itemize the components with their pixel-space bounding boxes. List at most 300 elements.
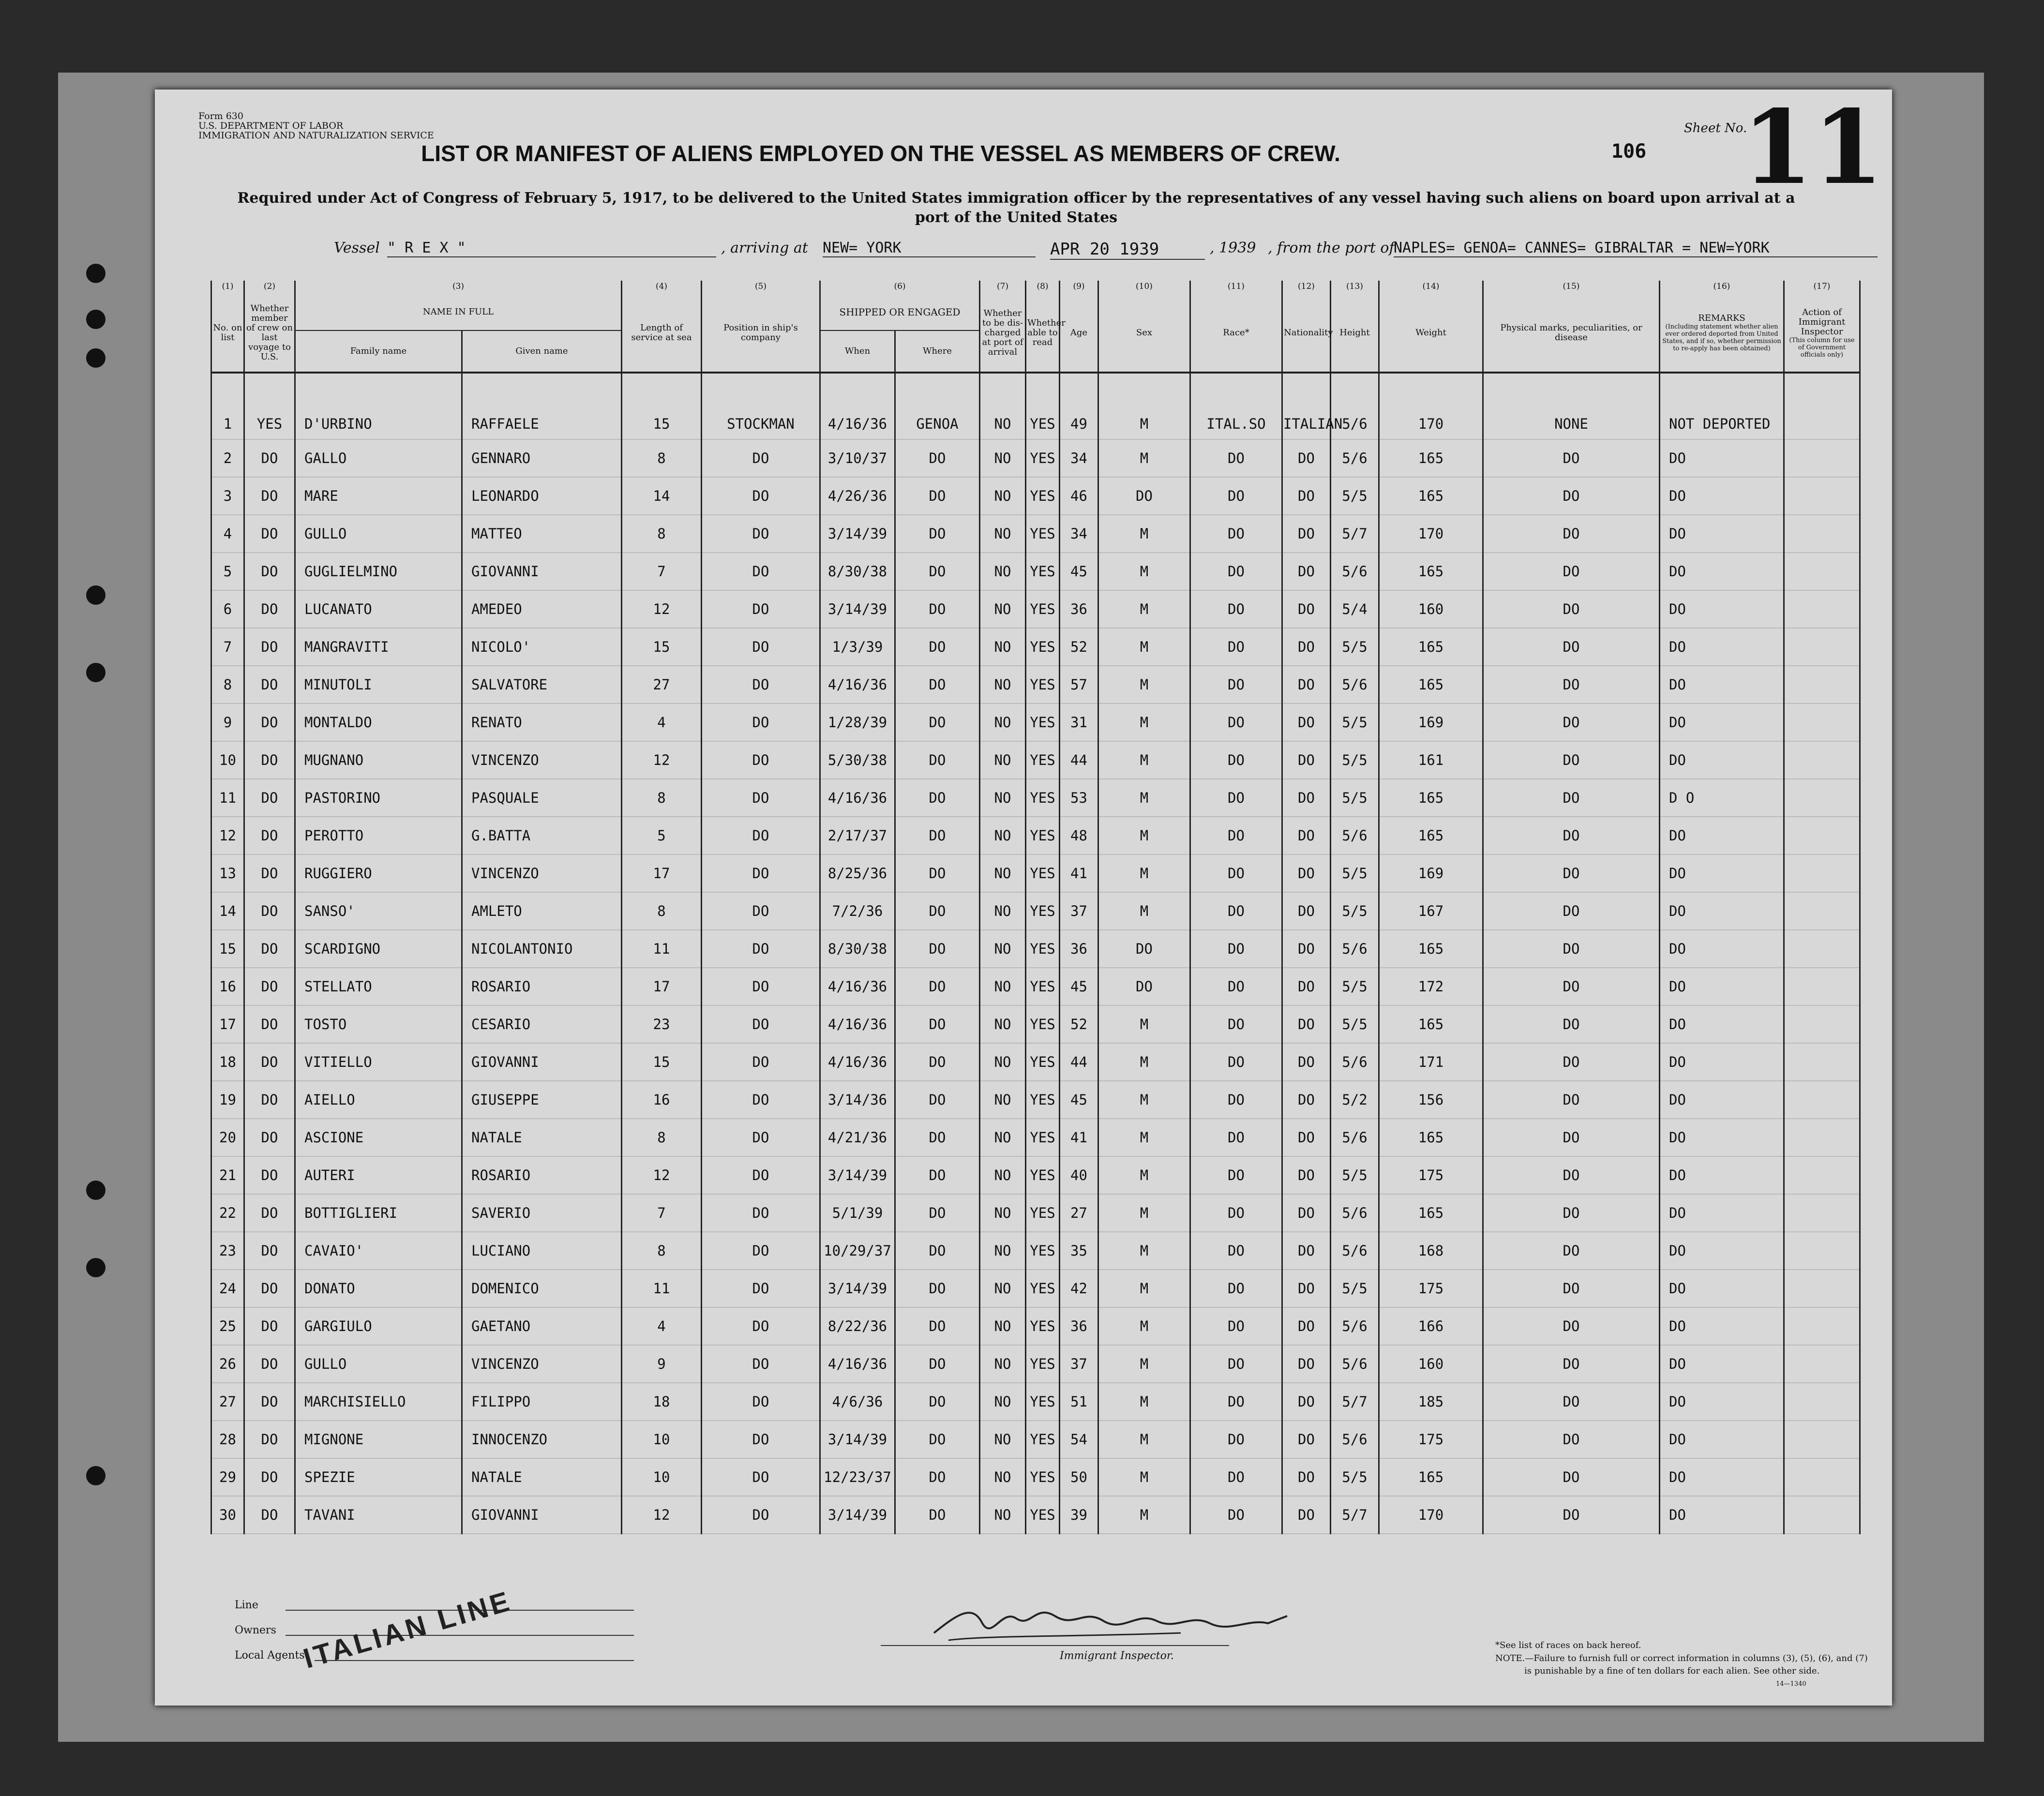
race-cell: DO [1190, 1043, 1282, 1081]
table-row [211, 515, 1860, 553]
sex-cell: M [1098, 1232, 1190, 1270]
read-cell: YES [1026, 666, 1060, 703]
height-cell: 5/2 [1331, 1081, 1379, 1119]
weight-cell: 165 [1379, 477, 1483, 515]
position-cell: DO [702, 1345, 820, 1383]
given-name: DOMENICO [462, 1270, 622, 1307]
family-name: PEROTTO [295, 817, 462, 854]
action-cell [1784, 1081, 1860, 1119]
race-cell: DO [1190, 817, 1282, 854]
age-cell: 36 [1060, 1307, 1098, 1345]
table-row [211, 1421, 1860, 1458]
position-cell: DO [702, 1383, 820, 1421]
header-given: Given name [462, 330, 622, 373]
action-cell [1784, 1496, 1860, 1534]
binder-hole [86, 1181, 105, 1200]
when-cell: 12/23/37 [820, 1458, 895, 1496]
family-name: BOTTIGLIERI [295, 1194, 462, 1232]
position-cell: DO [702, 892, 820, 930]
discharged-cell: NO [980, 477, 1026, 515]
marks-cell: DO [1483, 1119, 1660, 1156]
table-row [211, 1307, 1860, 1345]
marks-cell: DO [1483, 1081, 1660, 1119]
vessel-label: Vessel [334, 239, 380, 256]
table-row [211, 1005, 1860, 1043]
remarks-cell: DO [1660, 1345, 1784, 1383]
remarks-cell: DO [1660, 1421, 1784, 1458]
col-num: (14) [1379, 281, 1483, 294]
height-cell: 5/6 [1331, 1194, 1379, 1232]
remarks-cell: DO [1660, 1458, 1784, 1496]
length-cell: 12 [622, 590, 702, 628]
read-cell: YES [1026, 477, 1060, 515]
length-cell: 17 [622, 854, 702, 892]
sex-cell: M [1098, 590, 1190, 628]
race-cell: DO [1190, 1270, 1282, 1307]
vessel-name: " R E X " [387, 239, 716, 257]
where-cell: DO [895, 666, 980, 703]
marks-cell: DO [1483, 1383, 1660, 1421]
table-row [211, 1194, 1860, 1232]
given-name: PASQUALE [462, 779, 622, 817]
height-cell: 5/6 [1331, 553, 1379, 590]
where-cell: DO [895, 1421, 980, 1458]
given-name: MATTEO [462, 515, 622, 553]
age-cell: 34 [1060, 515, 1098, 553]
read-cell: YES [1026, 741, 1060, 779]
height-cell: 5/5 [1331, 703, 1379, 741]
family-name: MONTALDO [295, 703, 462, 741]
given-name: GIUSEPPE [462, 1081, 622, 1119]
table-row [211, 1270, 1860, 1307]
row-number: 26 [211, 1345, 244, 1383]
height-cell: 5/4 [1331, 590, 1379, 628]
row-number: 19 [211, 1081, 244, 1119]
family-name: MINUTOLI [295, 666, 462, 703]
remarks-cell: DO [1660, 1005, 1784, 1043]
when-cell: 5/30/38 [820, 741, 895, 779]
race-cell: DO [1190, 1156, 1282, 1194]
race-cell: DO [1190, 590, 1282, 628]
weight-cell: 160 [1379, 590, 1483, 628]
read-cell: YES [1026, 1383, 1060, 1421]
marks-cell: DO [1483, 741, 1660, 779]
length-cell: 11 [622, 1270, 702, 1307]
family-name: SANSO' [295, 892, 462, 930]
race-cell: DO [1190, 553, 1282, 590]
col-num: (5) [702, 281, 820, 294]
row-number: 10 [211, 741, 244, 779]
discharged-cell: NO [980, 666, 1026, 703]
row-number: 9 [211, 703, 244, 741]
age-cell: 45 [1060, 1081, 1098, 1119]
position-cell: DO [702, 779, 820, 817]
age-cell: 27 [1060, 1194, 1098, 1232]
sex-cell: M [1098, 1307, 1190, 1345]
position-cell: DO [702, 741, 820, 779]
position-cell: DO [702, 854, 820, 892]
age-cell: 45 [1060, 968, 1098, 1005]
nationality-cell: DO [1282, 590, 1331, 628]
when-cell: 3/14/39 [820, 1496, 895, 1534]
nationality-cell: DO [1282, 1270, 1331, 1307]
col-num: (11) [1190, 281, 1282, 294]
age-cell: 46 [1060, 477, 1098, 515]
discharged-cell: NO [980, 1194, 1026, 1232]
header-race: Race* [1190, 294, 1282, 373]
position-cell: DO [702, 553, 820, 590]
sex-cell: M [1098, 1119, 1190, 1156]
marks-cell: DO [1483, 1345, 1660, 1383]
where-cell: DO [895, 892, 980, 930]
col-num: (3) [295, 281, 622, 294]
remarks-cell: DO [1660, 703, 1784, 741]
table-row [211, 477, 1860, 515]
member-cell: DO [244, 703, 295, 741]
agents-label: Local Agents [235, 1649, 305, 1661]
sex-cell: M [1098, 515, 1190, 553]
table-row [211, 741, 1860, 779]
col-num: (8) [1026, 281, 1060, 294]
read-cell: YES [1026, 779, 1060, 817]
binder-hole [86, 310, 105, 329]
member-cell: DO [244, 1383, 295, 1421]
where-cell: DO [895, 1081, 980, 1119]
sex-cell: M [1098, 1345, 1190, 1383]
discharged-cell: NO [980, 1421, 1026, 1458]
remarks-cell: DO [1660, 930, 1784, 968]
required-text: Required under Act of Congress of February 5, 1917, to be delivered to the United States immigration officer by the representatives of any vessel having such aliens on board upon arrival at a port of the United States [237, 190, 1795, 226]
height-cell: 5/5 [1331, 968, 1379, 1005]
discharged-cell: NO [980, 930, 1026, 968]
where-cell: DO [895, 1043, 980, 1081]
remarks-title: REMARKS [1698, 313, 1745, 323]
row-number: 7 [211, 628, 244, 666]
given-name: NATALE [462, 1458, 622, 1496]
col-num: (16) [1660, 281, 1784, 294]
family-name: PASTORINO [295, 779, 462, 817]
member-cell: DO [244, 892, 295, 930]
line-label: Line [235, 1599, 258, 1611]
marks-cell: DO [1483, 968, 1660, 1005]
position-cell: DO [702, 1119, 820, 1156]
read-cell: YES [1026, 1458, 1060, 1496]
agents-underline [315, 1660, 634, 1661]
height-cell: 5/6 [1331, 1043, 1379, 1081]
height-cell: 5/6 [1331, 1421, 1379, 1458]
member-cell: DO [244, 1307, 295, 1345]
stamp-number: 106 [1611, 140, 1647, 163]
height-cell: 5/5 [1331, 1270, 1379, 1307]
remarks-cell: DO [1660, 1043, 1784, 1081]
action-cell [1784, 1156, 1860, 1194]
weight-cell: 170 [1379, 515, 1483, 553]
race-cell: DO [1190, 1194, 1282, 1232]
race-cell: DO [1190, 1081, 1282, 1119]
marks-cell: DO [1483, 1232, 1660, 1270]
family-name: DONATO [295, 1270, 462, 1307]
action-cell [1784, 666, 1860, 703]
sex-cell: M [1098, 1496, 1190, 1534]
nationality-cell: DO [1282, 553, 1331, 590]
given-name: GAETANO [462, 1307, 622, 1345]
given-name: GIOVANNI [462, 1496, 622, 1534]
length-cell: 5 [622, 817, 702, 854]
col-num: (4) [622, 281, 702, 294]
member-cell: DO [244, 1043, 295, 1081]
discharged-cell: NO [980, 1496, 1026, 1534]
remarks-cell: DO [1660, 968, 1784, 1005]
height-cell: 5/6 [1331, 373, 1379, 439]
member-cell: DO [244, 968, 295, 1005]
header-length: Length of service at sea [622, 294, 702, 373]
position-cell: DO [702, 1156, 820, 1194]
read-cell: YES [1026, 439, 1060, 477]
member-cell: DO [244, 553, 295, 590]
weight-cell: 175 [1379, 1156, 1483, 1194]
where-cell: DO [895, 741, 980, 779]
read-cell: YES [1026, 1496, 1060, 1534]
department-label: U.S. DEPARTMENT OF LABOR [198, 120, 344, 131]
given-name: VINCENZO [462, 741, 622, 779]
weight-cell: 169 [1379, 854, 1483, 892]
nationality-cell: DO [1282, 892, 1331, 930]
row-number: 20 [211, 1119, 244, 1156]
remarks-cell: DO [1660, 1156, 1784, 1194]
action-title: Action of Immigrant Inspector [1798, 307, 1846, 337]
read-cell: YES [1026, 968, 1060, 1005]
remarks-cell: DO [1660, 1119, 1784, 1156]
length-cell: 17 [622, 968, 702, 1005]
table-row [211, 628, 1860, 666]
marks-cell: DO [1483, 1005, 1660, 1043]
position-cell: DO [702, 515, 820, 553]
when-cell: 8/25/36 [820, 854, 895, 892]
race-cell: ITAL.SO [1190, 373, 1282, 439]
col-num: (13) [1331, 281, 1379, 294]
height-cell: 5/5 [1331, 1156, 1379, 1194]
race-cell: DO [1190, 968, 1282, 1005]
remarks-cell: DO [1660, 553, 1784, 590]
arriving-label: , arriving at [721, 239, 808, 256]
family-name: GARGIULO [295, 1307, 462, 1345]
remarks-cell: DO [1660, 741, 1784, 779]
race-cell: DO [1190, 892, 1282, 930]
position-cell: DO [702, 439, 820, 477]
header-when: When [820, 330, 895, 373]
remarks-cell: DO [1660, 515, 1784, 553]
binder-hole [86, 663, 105, 682]
discharged-cell: NO [980, 1081, 1026, 1119]
row-number: 24 [211, 1270, 244, 1307]
read-cell: YES [1026, 930, 1060, 968]
read-cell: YES [1026, 553, 1060, 590]
position-cell: DO [702, 817, 820, 854]
discharged-cell: NO [980, 1156, 1026, 1194]
race-cell: DO [1190, 439, 1282, 477]
header-no: No. on list [211, 294, 244, 373]
family-name: GULLO [295, 1345, 462, 1383]
discharged-cell: NO [980, 968, 1026, 1005]
family-name: MARCHISIELLO [295, 1383, 462, 1421]
discharged-cell: NO [980, 741, 1026, 779]
length-cell: 7 [622, 1194, 702, 1232]
length-cell: 8 [622, 439, 702, 477]
nationality-cell: DO [1282, 1383, 1331, 1421]
race-cell: DO [1190, 1307, 1282, 1345]
row-number: 4 [211, 515, 244, 553]
remarks-cell: DO [1660, 892, 1784, 930]
weight-cell: 165 [1379, 1005, 1483, 1043]
row-number: 6 [211, 590, 244, 628]
marks-cell: DO [1483, 854, 1660, 892]
sex-cell: M [1098, 892, 1190, 930]
given-name: RAFFAELE [462, 373, 622, 439]
action-cell [1784, 1307, 1860, 1345]
col-num: (12) [1282, 281, 1331, 294]
length-cell: 4 [622, 1307, 702, 1345]
when-cell: 3/14/39 [820, 1270, 895, 1307]
row-number: 1 [211, 373, 244, 439]
sex-cell: M [1098, 1043, 1190, 1081]
nationality-cell: DO [1282, 1156, 1331, 1194]
age-cell: 37 [1060, 1345, 1098, 1383]
discharged-cell: NO [980, 439, 1026, 477]
crew-table [210, 281, 1861, 1534]
remarks-cell: DO [1660, 439, 1784, 477]
member-cell: DO [244, 1119, 295, 1156]
family-name: TAVANI [295, 1496, 462, 1534]
height-cell: 5/5 [1331, 741, 1379, 779]
sex-cell: M [1098, 373, 1190, 439]
table-row [211, 779, 1860, 817]
marks-cell: DO [1483, 930, 1660, 968]
row-number: 28 [211, 1421, 244, 1458]
header-nationality: Nationality [1282, 294, 1331, 373]
binder-hole [86, 1466, 105, 1485]
table-row [211, 666, 1860, 703]
arriving-port: NEW= YORK [823, 239, 1036, 257]
table-row [211, 1119, 1860, 1156]
sex-cell: M [1098, 1081, 1190, 1119]
given-name: AMLETO [462, 892, 622, 930]
row-number: 3 [211, 477, 244, 515]
height-cell: 5/6 [1331, 930, 1379, 968]
col-num: (7) [980, 281, 1026, 294]
col-num: (1) [211, 281, 244, 294]
page-title: LIST OR MANIFEST OF ALIENS EMPLOYED ON THE VESSEL AS MEMBERS OF CREW. [421, 141, 1340, 166]
read-cell: YES [1026, 515, 1060, 553]
height-cell: 5/6 [1331, 1307, 1379, 1345]
table-row [211, 817, 1860, 854]
weight-cell: 165 [1379, 553, 1483, 590]
read-cell: YES [1026, 1232, 1060, 1270]
sex-cell: DO [1098, 477, 1190, 515]
when-cell: 10/29/37 [820, 1232, 895, 1270]
race-cell: DO [1190, 1232, 1282, 1270]
where-cell: DO [895, 477, 980, 515]
age-cell: 48 [1060, 817, 1098, 854]
table-row [211, 1156, 1860, 1194]
marks-cell: DO [1483, 1156, 1660, 1194]
sex-cell: DO [1098, 930, 1190, 968]
remarks-cell: DO [1660, 1496, 1784, 1534]
action-cell [1784, 439, 1860, 477]
binder-hole [86, 264, 105, 283]
marks-cell: DO [1483, 515, 1660, 553]
inspector-label: Immigrant Inspector. [1060, 1650, 1174, 1662]
discharged-cell: NO [980, 590, 1026, 628]
action-cell [1784, 553, 1860, 590]
position-cell: DO [702, 1043, 820, 1081]
race-cell: DO [1190, 515, 1282, 553]
header-read: Whether able to read [1026, 294, 1060, 373]
nationality-cell: DO [1282, 968, 1331, 1005]
marks-cell: DO [1483, 703, 1660, 741]
when-cell: 4/16/36 [820, 666, 895, 703]
header-family: Family name [295, 330, 462, 373]
nationality-cell: DO [1282, 1119, 1331, 1156]
marks-cell: DO [1483, 892, 1660, 930]
age-cell: 45 [1060, 553, 1098, 590]
where-cell: DO [895, 968, 980, 1005]
race-cell: DO [1190, 1005, 1282, 1043]
position-cell: DO [702, 1081, 820, 1119]
nationality-cell: DO [1282, 1496, 1331, 1534]
given-name: GIOVANNI [462, 1043, 622, 1081]
date-stamp: APR 20 1939 [1050, 239, 1205, 260]
position-cell: DO [702, 1232, 820, 1270]
header-position: Position in ship's company [702, 294, 820, 373]
member-cell: DO [244, 439, 295, 477]
sex-cell: M [1098, 1383, 1190, 1421]
height-cell: 5/5 [1331, 779, 1379, 817]
remarks-cell: DO [1660, 628, 1784, 666]
sex-cell: M [1098, 1005, 1190, 1043]
length-cell: 23 [622, 1005, 702, 1043]
race-cell: DO [1190, 666, 1282, 703]
length-cell: 8 [622, 779, 702, 817]
age-cell: 34 [1060, 439, 1098, 477]
member-cell: DO [244, 590, 295, 628]
member-cell: DO [244, 1232, 295, 1270]
manifest-page [155, 90, 1892, 1706]
position-cell: DO [702, 968, 820, 1005]
discharged-cell: NO [980, 1119, 1026, 1156]
family-name: TOSTO [295, 1005, 462, 1043]
position-cell: DO [702, 1270, 820, 1307]
nationality-cell: DO [1282, 1421, 1331, 1458]
when-cell: 8/30/38 [820, 930, 895, 968]
binder-hole [86, 585, 105, 605]
member-cell: DO [244, 779, 295, 817]
row-number: 17 [211, 1005, 244, 1043]
sex-cell: M [1098, 666, 1190, 703]
marks-cell: DO [1483, 666, 1660, 703]
action-cell [1784, 892, 1860, 930]
discharged-cell: NO [980, 817, 1026, 854]
height-cell: 5/5 [1331, 854, 1379, 892]
position-cell: DO [702, 703, 820, 741]
read-cell: YES [1026, 1005, 1060, 1043]
signature-scribble [929, 1594, 1297, 1647]
discharged-cell: NO [980, 628, 1026, 666]
sex-cell: M [1098, 1156, 1190, 1194]
binder-hole [86, 1258, 105, 1277]
read-cell: YES [1026, 854, 1060, 892]
sex-cell: M [1098, 779, 1190, 817]
nationality-cell: ITALIAN [1282, 373, 1331, 439]
